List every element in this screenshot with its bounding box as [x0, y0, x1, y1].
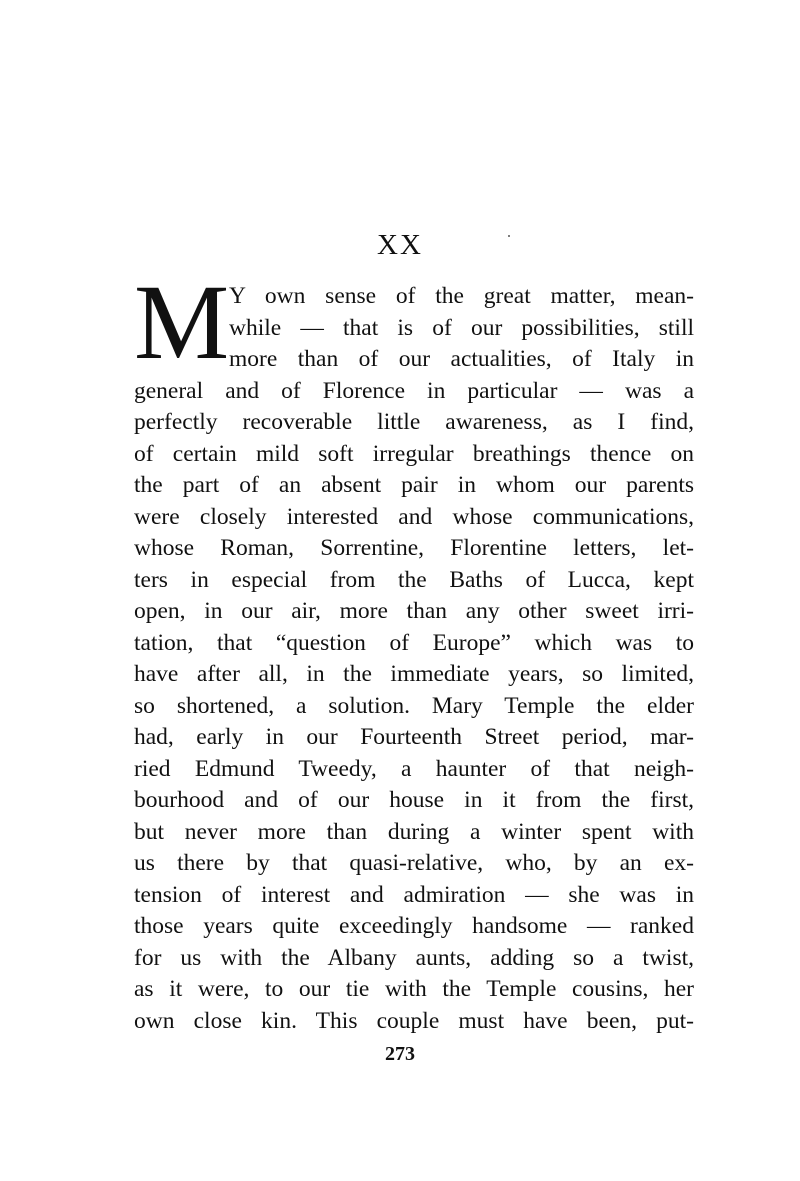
text-line: had, early in our Fourteenth Street period, mar- [134, 724, 694, 750]
text-line: of certain mild soft irregular breathings thence on [134, 440, 694, 467]
text-line: more than of our actualities, of Italy in [229, 346, 694, 372]
text-line: bourhood and of our house in it from the first, [134, 787, 694, 813]
text-line: Y own sense of the great matter, mean- [229, 283, 694, 309]
text-line: have after all, in the immediate years, so limited, [134, 661, 694, 687]
text-line: were closely interested and whose communications, [134, 503, 694, 530]
text-line: but never more than during a winter spent with [134, 818, 694, 845]
text-line: open, in our air, more than any other sweet irri- [134, 598, 694, 624]
text-line: us there by that quasi-relative, who, by an ex- [134, 850, 694, 876]
text-line: ters in especial from the Baths of Lucca, kept [134, 566, 694, 593]
text-line: tension of interest and admiration — she was in [134, 881, 694, 908]
chapter-heading: XX [377, 229, 423, 261]
text-line: whose Roman, Sorrentine, Florentine letters, let- [134, 535, 694, 561]
body-text [134, 264, 694, 1037]
text-line: own close kin. This couple must have been, put- [134, 1007, 694, 1034]
text-line: the part of an absent pair in whom our parents [134, 472, 694, 498]
text-line: for us with the Albany aunts, adding so a twist, [134, 944, 694, 971]
text-line: those years quite exceedingly handsome — ranked [134, 913, 694, 939]
text-line: as it were, to our tie with the Temple cousins, her [134, 976, 694, 1002]
text-line: tation, that “question of Europe” which was to [134, 629, 694, 656]
text-line: general and of Florence in particular — was a [134, 377, 694, 404]
page-number: 273 [385, 1043, 415, 1065]
text-line: while — that is of our possibilities, still [229, 314, 694, 341]
text-line: so shortened, a solution. Mary Temple the elder [134, 692, 694, 719]
drop-cap: M [134, 264, 228, 382]
text-line: ried Edmund Tweedy, a haunter of that neigh- [134, 755, 694, 782]
text-line: perfectly recoverable little awareness, as I find, [134, 409, 694, 435]
